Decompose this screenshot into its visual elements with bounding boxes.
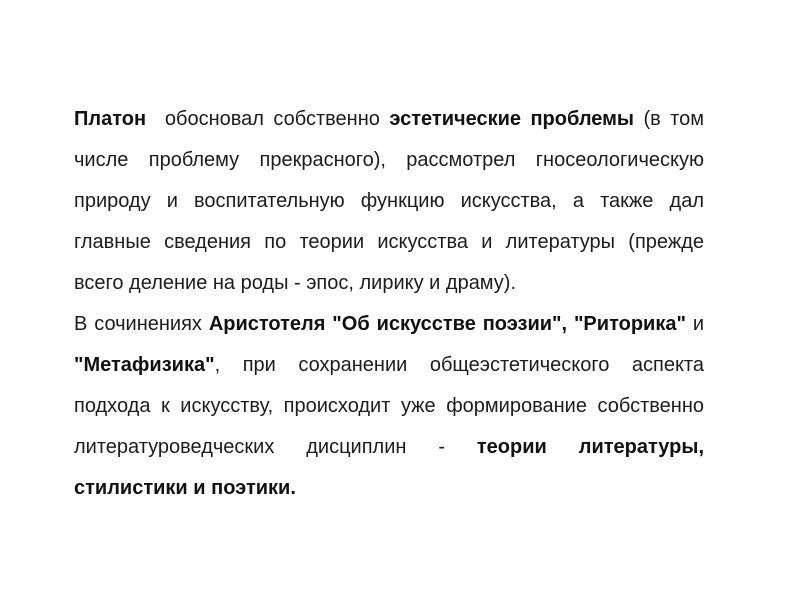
paragraph-platon xyxy=(74,99,704,304)
paragraph-text: и xyxy=(685,313,704,335)
paragraph-text: , при сохранении общеэстетического аспекта подхода к искусству, происходит уже формирование собственно литературоведческих дисциплин - xyxy=(74,354,704,458)
paragraph-text: (в том числе проблему прекрасного), рассмотрел гносеологическую природу и воспитательную функцию искусства, а также дал главные сведения по теории искусства и литературы (прежде всего деление на роды - эпос, лирику и драму). xyxy=(74,108,704,294)
paragraph-text: обосновал собственно xyxy=(146,108,390,130)
metaphysics-title: "Метафизика" xyxy=(74,354,215,376)
aristotle-works: Аристотеля "Об искусстве поэзии", "Риторика" xyxy=(208,313,686,335)
text-block xyxy=(74,99,704,509)
disciplines: теории литературы, стилистики и поэтики. xyxy=(74,436,704,499)
aesthetic-problems: эстетические проблемы xyxy=(389,108,635,130)
paragraph-text: В сочинениях xyxy=(74,313,209,335)
paragraph-aristotle xyxy=(74,304,704,509)
platon-name: Платон xyxy=(74,108,147,130)
